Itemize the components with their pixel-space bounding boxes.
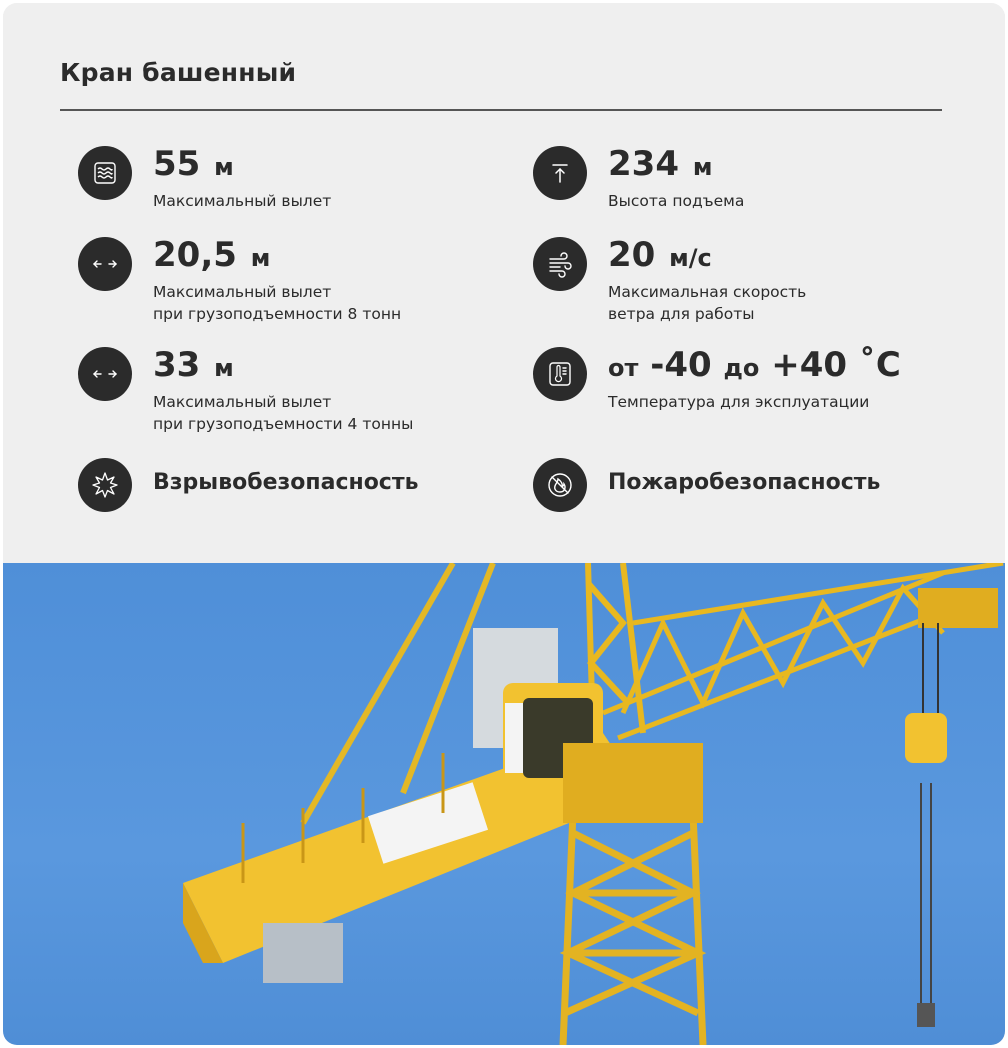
- temp-from-word: от: [608, 354, 639, 382]
- spec-label-line: Максимальный вылет: [153, 393, 332, 411]
- spec-value: 20: [608, 235, 656, 275]
- spec-value: 234: [608, 144, 679, 184]
- temp-to-word: до: [723, 354, 760, 382]
- wave-grid-icon: [78, 146, 132, 200]
- fire-safety-icon: [533, 458, 587, 512]
- spec-unit: м/с: [669, 244, 712, 272]
- spec-label-line: при грузоподъемности 4 тонны: [153, 415, 414, 433]
- spec-label-line: при грузоподъемности 8 тонн: [153, 305, 402, 323]
- spec-label: [153, 281, 401, 325]
- temp-unit: ˚С: [858, 345, 901, 385]
- spec-card: [3, 3, 1005, 1045]
- spec-unit: м: [692, 153, 713, 181]
- spec-label-line: Максимальный вылет: [153, 283, 332, 301]
- spec-value: 55: [153, 144, 201, 184]
- spec-label: [608, 281, 806, 325]
- temp-from-value: -40: [650, 345, 712, 385]
- wind-icon: [533, 237, 587, 291]
- spec-unit: м: [214, 354, 234, 382]
- spec-unit: м: [214, 153, 234, 181]
- spec-value: 33: [153, 345, 201, 385]
- divider: [60, 109, 942, 111]
- spec-label: Температура для эксплуатации: [608, 393, 870, 411]
- spec-label-line: ветра для работы: [608, 305, 755, 323]
- horizontal-arrows-icon: [78, 347, 132, 401]
- explosion-icon: [78, 458, 132, 512]
- spec-value: 20,5: [153, 235, 237, 275]
- spec-label: Максимальный вылет: [153, 192, 332, 210]
- spec-label: Пожаробезопасность: [608, 470, 881, 495]
- crane-photo: [3, 563, 1005, 1045]
- temp-to-value: +40: [771, 345, 848, 385]
- spec-label-line: Максимальная скорость: [608, 283, 807, 301]
- spec-label: Высота подъема: [608, 192, 745, 210]
- spec-unit: м: [250, 244, 271, 272]
- thermometer-icon: [533, 347, 587, 401]
- specs-panel: [3, 3, 1005, 563]
- horizontal-arrows-icon: [78, 237, 132, 291]
- page-title: Кран башенный: [60, 58, 297, 87]
- arrow-up-icon: [533, 146, 587, 200]
- spec-label: [153, 391, 413, 435]
- spec-label: Взрывобезопасность: [153, 470, 419, 495]
